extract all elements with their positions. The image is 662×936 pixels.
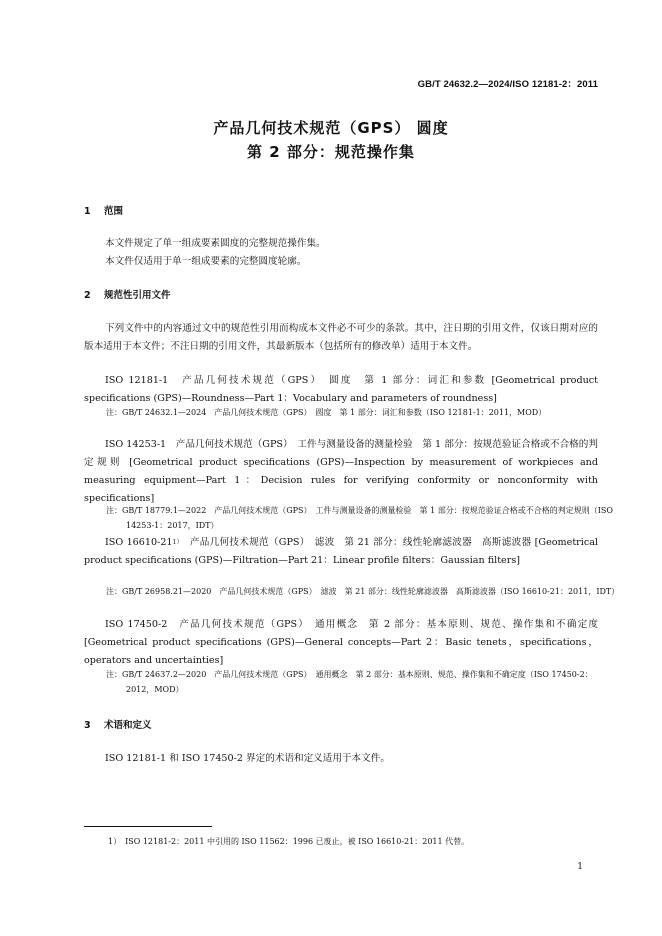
footnote-marker: 1） — [172, 539, 180, 546]
section-2-heading — [84, 287, 171, 301]
footnote-divider — [84, 826, 212, 827]
reference-note: 注：GB/T 24637.2—2020 产品几何技术规范（GPS） 通用概念 第 2 部分：基本原则、规范、操作集和不确定度（ISO 17450-2：2012，MOD） — [106, 670, 593, 694]
reference-entry: ISO 12181-1 产品几何技术规范（GPS） 圆度 第 1 部分：词汇和参数 [Geometrical product specifications (GPS)—Roundness—Part 1：Vocabulary and parameters of roundness] — [84, 375, 598, 404]
footnote: 1） ISO 12181-2：2011 中引用的 ISO 11562：1996 已废止，被 ISO 16610-21：2011 代替。 — [108, 837, 470, 846]
reference-entry: ISO 17450-2 产品几何技术规范（GPS） 通用概念 第 2 部分：基本原则、规范、操作集和不确定度 [Geometrical product specifications (GPS)—General concepts—Part 2：Basic tenets，specifications，operators and uncertainties] — [84, 619, 598, 666]
document-subtitle: 第 2 部分：规范操作集 — [247, 143, 415, 161]
reference-entry: ISO 14253-1 产品几何技术规范（GPS） 工件与测量设备的测量检验 第 1 部分：按规范验证合格或不合格的判定规则 [Geometrical product specifications (GPS)—Inspection by measurement of workpieces and measuring equipment—Part 1：Decision rules for verifying conformity or nonconformity with specifications] — [84, 439, 598, 504]
section-1-paragraph: 本文件规定了单一组成要素圆度的完整规范操作集。 — [105, 238, 326, 249]
reference-note: 注：GB/T 26958.21—2020 产品几何技术规范（GPS） 滤波 第 21 部分：线性轮廓滤波器 高斯滤波器（ISO 16610-21：2011，IDT） — [106, 587, 620, 596]
section-1-number: 1 — [84, 206, 91, 217]
page-number: 1 — [577, 862, 583, 872]
section-1-title: 范围 — [104, 206, 124, 217]
reference-entry — [84, 534, 598, 570]
reference-note: 注：GB/T 18779.1—2022 产品几何技术规范（GPS） 工件与测量设备的测量检验 第 1 部分：按规范验证合格或不合格的判定规则（ISO 14253-1：2017，IDT） — [106, 506, 613, 530]
document-title: 产品几何技术规范（GPS） 圆度 — [213, 119, 449, 137]
section-1-heading — [84, 203, 123, 217]
section-2-intro: 下列文件中的内容通过文中的规范性引用而构成本文件必不可少的条款。其中，注日期的引用文件，仅该日期对应的版本适用于本文件；不注日期的引用文件，其最新版本（包括所有的修改单）适用于本文件。 — [84, 323, 598, 352]
reference-text: 产品几何技术规范（GPS） 滤波 第 21 部分：线性轮廓滤波器 高斯滤波器 [Geometrical product specifications (GPS)—Filtration—Part 21：Linear profile filters：Gaussian filters] — [84, 537, 598, 566]
section-3-number: 3 — [84, 720, 91, 731]
reference-note: 注：GB/T 24632.1—2024 产品几何技术规范（GPS） 圆度 第 1 部分：词汇和参数（ISO 12181-1：2011，MOD） — [106, 408, 547, 417]
standard-code: GB/T 24632.2—2024/ISO 12181-2：2011 — [417, 79, 598, 90]
reference-code: ISO 16610-21 — [105, 537, 173, 548]
section-3-heading — [84, 717, 152, 731]
section-2-number: 2 — [84, 290, 91, 301]
section-3-paragraph: ISO 12181-1 和 ISO 17450-2 界定的术语和定义适用于本文件。 — [105, 753, 390, 764]
section-3-title: 术语和定义 — [104, 720, 152, 731]
section-2-title: 规范性引用文件 — [104, 290, 171, 301]
section-1-paragraph: 本文件仅适用于单一组成要素的完整圆度轮廓。 — [105, 256, 307, 267]
